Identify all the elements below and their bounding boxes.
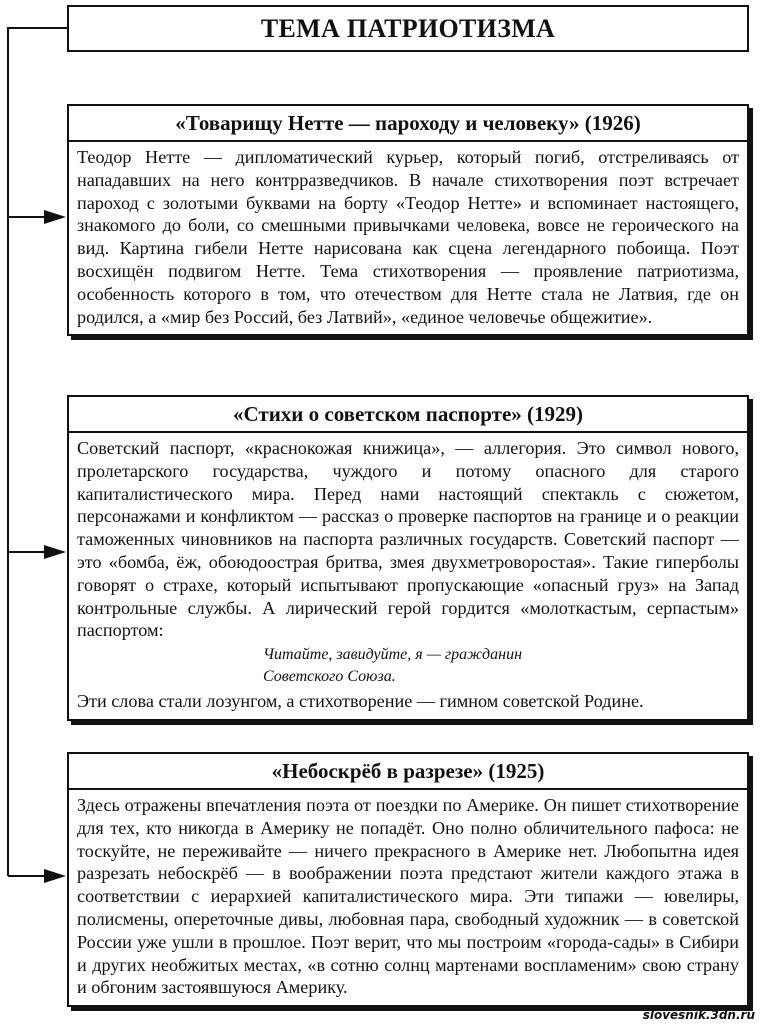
section-heading: «Товарищу Нетте — пароходу и человеку» (1926) [69, 106, 747, 142]
page-title: ТЕМА ПАТРИОТИЗМА [67, 5, 749, 52]
section-heading: «Небоскрёб в разрезе» (1925) [69, 754, 747, 790]
section-body-wrap [69, 433, 747, 719]
poem-quote-line: Читайте, завидуйте, я — гражданин [263, 646, 523, 664]
poem-quote-line: Советского Союза. [263, 668, 396, 686]
section-body: Здесь отражены впечатления поэта от поездки по Америке. Он пишет стихотворение для тех, кто никогда в Америку не попадёт. Оно полно обличительного пафоса: не тоскуйте, не переживайте — ничего прекрасного в Америке нет. Любопытна идея разрезать небоскрёб — в воображении поэта предстают жители каждого этажа в соответствии с иерархией капиталистического мира. Эти типажи — ювелиры, полисмены, опереточные дивы, любовная пара, свободный художник — в советской России уже ушли в прошлое. Поэт верит, что мы построим «города-сады» в Сибири и других необжитых местах, «в сотню солнц мартенами воспламеним» свою страну и обгоним застоявшуюся Америку. [77, 795, 739, 998]
section-body: Советский паспорт, «краснокожая книжица», — аллегория. Это символ нового, пролетарского государства, чуждого и потому опасного для старого капиталистического мира. Перед нами настоящий спектакль с сюжетом, персонажами и конфликтом — рассказ о проверке паспортов на границе и о реакции таможенных чиновников на паспорта различных государств. Советский паспорт — это «бомба, ёж, обоюдоострая бритва, змея двухметроворостая». Такие гиперболы говорят о страхе, который испытывают пропускающие «опасный груз» на Запад контрольные службы. А лирический герой гордится «молоткастым, серпастым» паспортом: [77, 438, 739, 641]
section-body: Теодор Нетте — дипломатический курьер, который погиб, отстреливаясь от нападавших на него контрразведчиков. В начале стихотворения поэт встречает пароход с золотыми буквами на борту «Теодор Нетте» и вспоминает настоящего, знакомого до боли, со смешными привычками человека, вовсе не героического на вид. Картина гибели Нетте нарисована как сцена легендарного побоища. Поэт восхищён подвигом Нетте. Тема стихотворения — проявление патриотизма, особенность которого в том, что отечеством для Нетте стала не Латвия, где он родился, а «мир без Россий, без Латвий», «единое человечье общежитие». [77, 147, 739, 327]
section-passport [67, 395, 749, 721]
section-nette [67, 104, 749, 336]
section-conclusion: Эти слова стали лозунгом, а стихотворение — гимном советской Родине. [77, 691, 644, 712]
site-watermark: slovesnik.3dn.ru [642, 1008, 755, 1022]
poem-quote [263, 644, 739, 688]
section-heading: «Стихи о советском паспорте» (1929) [69, 397, 747, 433]
section-skyscraper [67, 752, 749, 1007]
